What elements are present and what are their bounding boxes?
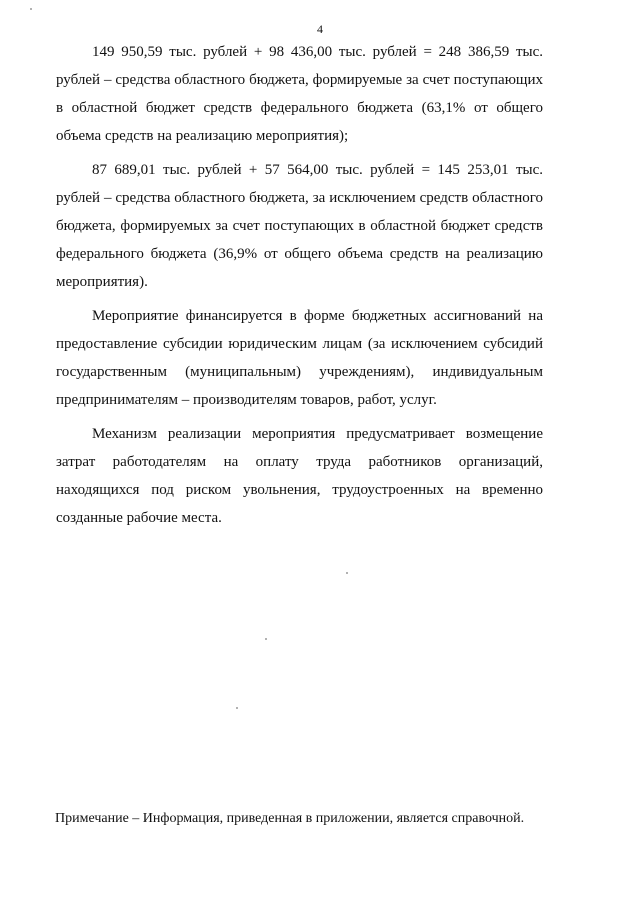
scan-speck xyxy=(236,707,238,709)
paragraph-financing-form: Мероприятие финансируется в форме бюджетных ассигнований на предоставление субсидии юридическим лицам (за исключением субсидий государственным (муниципальным) учреждениям), индивидуальным предпринимателям – производителям товаров, работ, услуг. xyxy=(56,308,543,408)
paragraph-regional-funds: 87 689,01 тыс. рублей + 57 564,00 тыс. рублей = 145 253,01 тыс. рублей – средства областного бюджета, за исключением средств областного бюджета, формируемых за счет поступающих в областной бюджет средств федерального бюджета (36,9% от общего объема средств на реализацию мероприятия). xyxy=(56,162,543,290)
paragraph-implementation-mechanism: Механизм реализации мероприятия предусматривает возмещение затрат работодателям на оплату труда работников организаций, находящихся под риском увольнения, трудоустроенных на временно созданные рабочие места. xyxy=(56,426,543,526)
paragraph-federal-funds: 149 950,59 тыс. рублей + 98 436,00 тыс. рублей = 248 386,59 тыс. рублей – средства областного бюджета, формируемые за счет поступающих в областной бюджет средств федерального бюджета (63,1% от общего объема средств на реализацию мероприятия); xyxy=(56,44,543,144)
footnote: Примечание – Информация, приведенная в приложении, является справочной. xyxy=(55,811,525,826)
document-body xyxy=(56,38,543,538)
scan-speck xyxy=(265,638,267,640)
page-number: 4 xyxy=(317,22,323,36)
scan-speck xyxy=(30,8,32,10)
scan-speck xyxy=(346,572,348,574)
